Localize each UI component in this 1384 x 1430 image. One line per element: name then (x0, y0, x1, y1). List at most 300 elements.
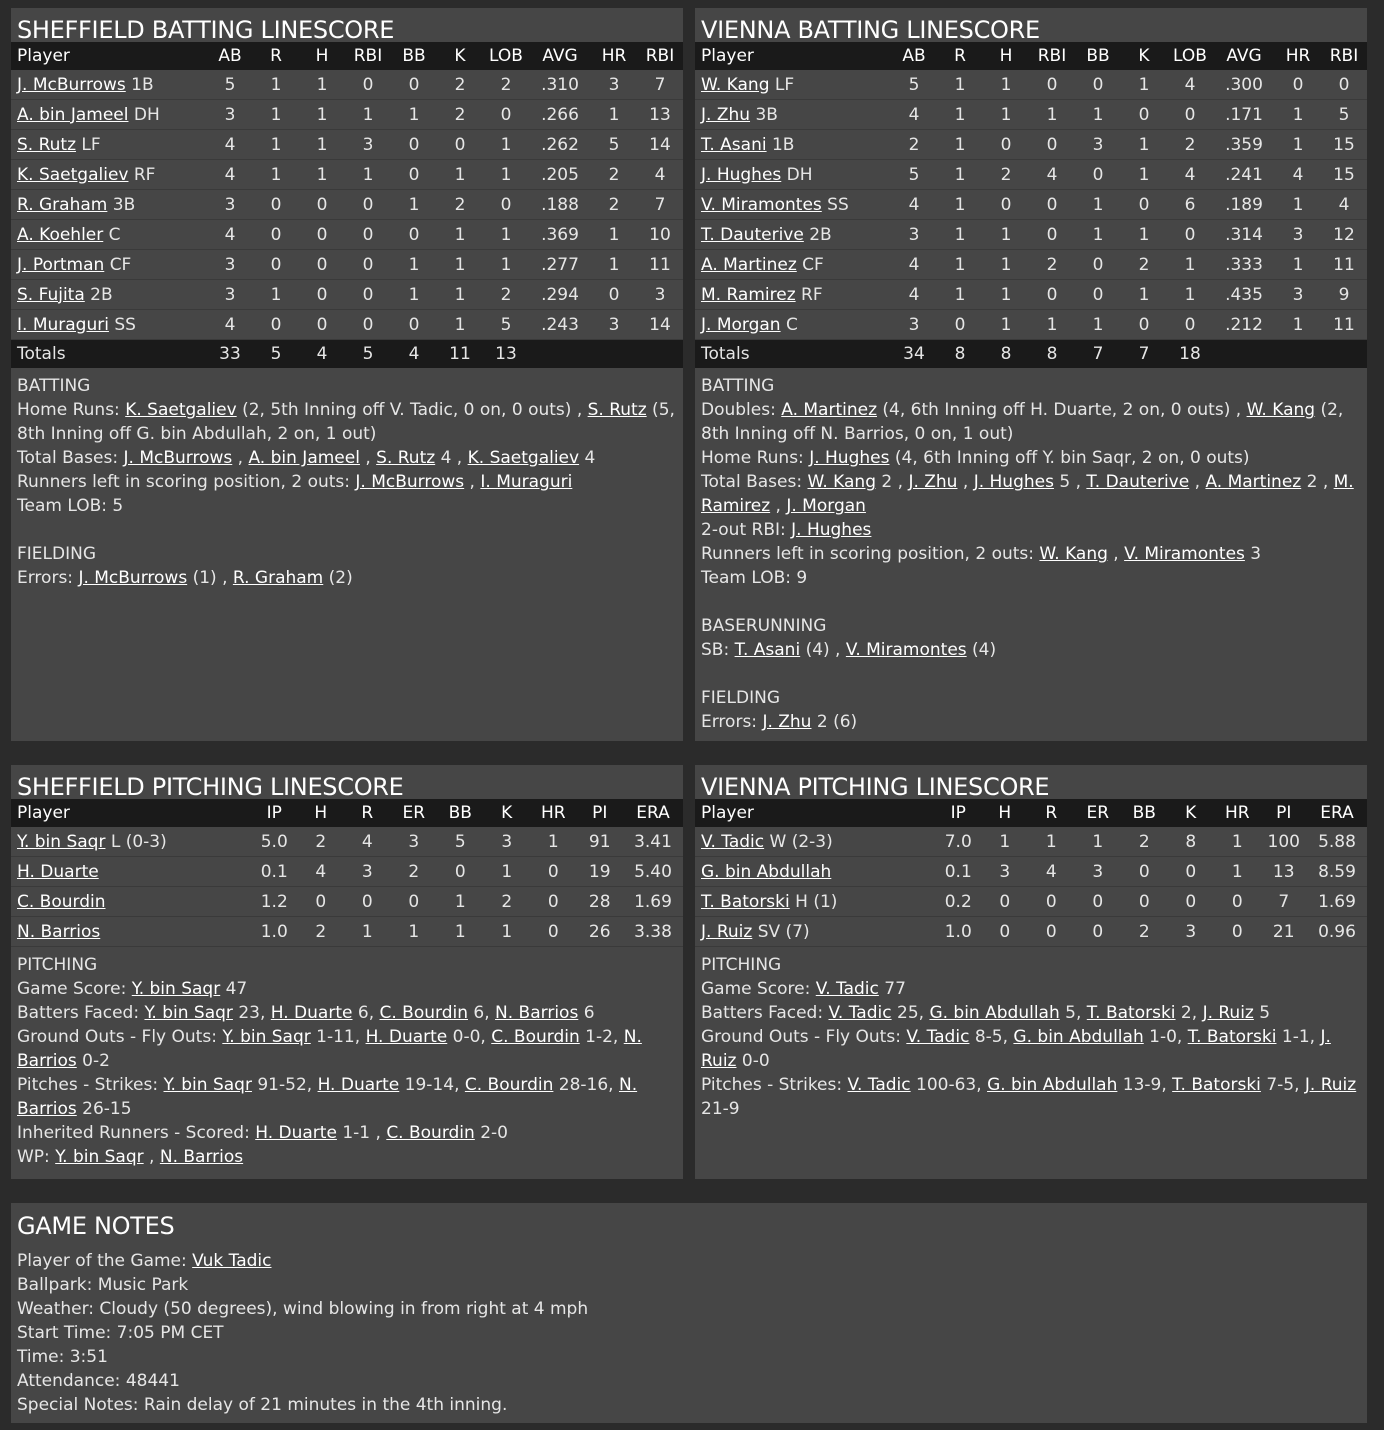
game-note-line (17, 1249, 1361, 1273)
game-note-line (17, 1321, 1361, 1345)
stat-rbi: 4 (1029, 160, 1075, 190)
player-row (695, 917, 1367, 947)
player-row (695, 220, 1367, 250)
column-header-player[interactable]: Player (701, 46, 754, 66)
player-link-v-tadic[interactable]: V. Tadic (815, 979, 879, 999)
stat-lob: 1 (1167, 250, 1213, 280)
player-link-a-koehler[interactable]: A. Koehler (17, 224, 104, 245)
player-link-s-rutz[interactable]: S. Rutz (587, 400, 647, 420)
player-cell (695, 310, 891, 340)
stat-lob: 1 (483, 250, 529, 280)
stat-k: 1 (437, 160, 483, 190)
player-cell (695, 160, 891, 190)
player-link-j-zhu[interactable]: J. Zhu (908, 472, 958, 492)
player-link-a-bin-jameel[interactable]: A. bin Jameel (17, 104, 129, 125)
stat-hr: 0 (530, 857, 577, 887)
player-link-j-mcburrows[interactable]: J. McBurrows (123, 448, 233, 468)
batting-table (11, 42, 683, 368)
stat-hr: 1 (591, 250, 637, 280)
note-text: 8-5, (969, 1027, 1014, 1047)
stat-ab: 4 (207, 160, 253, 190)
stat-ip: 0.1 (935, 857, 982, 887)
note-text: 77 (878, 979, 906, 999)
player-link-j-ruiz[interactable]: J. Ruiz (1202, 1003, 1254, 1023)
player-link-w-kang[interactable]: W. Kang (1039, 544, 1108, 564)
stat-lob: 0 (1167, 220, 1213, 250)
column-header-hr[interactable]: HR (540, 803, 566, 823)
player-link-vuk-tadic[interactable]: Vuk Tadic (192, 1251, 272, 1271)
stat-rbi: 12 (1321, 220, 1367, 250)
note-text: 13-9, (1117, 1075, 1173, 1095)
note-text: (4, 6th Inning off Y. bin Saqr, 2 on, 0 outs) (889, 448, 1250, 468)
stat-rbi: 0 (345, 310, 391, 340)
stat-r: 0 (253, 190, 299, 220)
note-text: 1-2, (579, 1027, 624, 1047)
note-text: 23, (232, 1003, 271, 1023)
player-link-y-bin-saqr[interactable]: Y. bin Saqr (222, 1027, 311, 1047)
player-position: 3B (112, 194, 136, 215)
player-link-h-duarte[interactable]: H. Duarte (17, 861, 99, 882)
note-line (701, 566, 1361, 590)
column-header-h[interactable]: H (999, 46, 1013, 66)
column-header-player[interactable]: Player (17, 46, 70, 66)
section-spacer (701, 590, 1361, 614)
stat-r: 1 (937, 100, 983, 130)
note-text: Player of the Game: (17, 1251, 193, 1271)
stat-bb: 1 (1075, 310, 1121, 340)
column-header-bb[interactable]: BB (402, 46, 426, 66)
player-row (11, 280, 683, 310)
player-link-j-morgan[interactable]: J. Morgan (786, 496, 866, 516)
total-r: 5 (253, 340, 299, 369)
stat-rbi: 0 (1029, 280, 1075, 310)
player-link-k-saetgaliev[interactable]: K. Saetgaliev (125, 400, 237, 420)
stat-k: 0 (1168, 857, 1215, 887)
stat-h: 1 (982, 827, 1029, 857)
player-row (11, 70, 683, 100)
column-header-lob[interactable]: LOB (489, 46, 523, 66)
note-line (17, 494, 677, 518)
player-cell (11, 310, 207, 340)
player-row (695, 130, 1367, 160)
column-header-ip[interactable]: IP (950, 803, 966, 823)
player-link-j-ruiz[interactable]: J. Ruiz (1304, 1075, 1357, 1095)
player-link-h-duarte[interactable]: H. Duarte (270, 1003, 353, 1023)
player-link-i-muraguri[interactable]: I. Muraguri (480, 472, 573, 492)
stat-k: 1 (437, 220, 483, 250)
stat-bb: 0 (1075, 160, 1121, 190)
player-link-n-barrios[interactable]: N. Barrios (17, 1075, 638, 1119)
column-header-rbi[interactable]: RBI (1329, 46, 1359, 66)
stat-r: 1 (937, 250, 983, 280)
stat-hr: 3 (591, 310, 637, 340)
stat-h: 1 (983, 220, 1029, 250)
stat-k: 2 (484, 887, 531, 917)
column-header-h[interactable]: H (315, 46, 329, 66)
totals-label: Totals (11, 340, 207, 369)
note-text: , (232, 448, 249, 468)
stat-h: 0 (298, 887, 345, 917)
player-row (11, 220, 683, 250)
player-link-a-martinez[interactable]: A. Martinez (781, 400, 877, 420)
player-position: C (785, 314, 798, 335)
player-link-w-kang[interactable]: W. Kang (1246, 400, 1316, 420)
player-row (11, 190, 683, 220)
column-header-k[interactable]: K (1185, 803, 1197, 823)
column-header-hr[interactable]: HR (601, 46, 627, 66)
note-text: 6, (468, 1003, 496, 1023)
stat-k: 1 (437, 280, 483, 310)
totals-label: Totals (695, 340, 891, 369)
player-row (695, 100, 1367, 130)
stat-pi: 91 (577, 827, 624, 857)
player-link-j-ruiz[interactable]: J. Ruiz (701, 921, 753, 942)
note-text: 91-52, (251, 1075, 318, 1095)
stat-rbi: 1 (1029, 100, 1075, 130)
note-line (701, 542, 1361, 566)
player-link-v-tadic[interactable]: V. Tadic (847, 1075, 911, 1095)
stat-avg: .435 (1213, 280, 1275, 310)
player-link-w-kang[interactable]: W. Kang (701, 74, 770, 95)
player-link-j-ruiz[interactable]: J. Ruiz (701, 1027, 1331, 1071)
player-link-j-hughes[interactable]: J. Hughes (791, 520, 872, 540)
stat-h: 1 (299, 70, 345, 100)
stat-h: 4 (298, 857, 345, 887)
stat-avg: .188 (529, 190, 591, 220)
stat-rbi: 0 (1029, 190, 1075, 220)
player-link-g-bin-abdullah[interactable]: G. bin Abdullah (701, 861, 832, 882)
stat-bb: 0 (1075, 250, 1121, 280)
player-link-j-mcburrows[interactable]: J. McBurrows (17, 74, 126, 95)
note-text: 6, (352, 1003, 380, 1023)
player-row (11, 250, 683, 280)
player-link-m-ramirez[interactable]: M. Ramirez (701, 284, 796, 305)
player-link-a-bin-jameel[interactable]: A. bin Jameel (248, 448, 360, 468)
total-avg (529, 340, 591, 369)
player-row (695, 250, 1367, 280)
player-cell (695, 220, 891, 250)
stat-r: 1 (253, 100, 299, 130)
note-line (701, 470, 1361, 518)
note-text: , (957, 472, 974, 492)
player-link-v-miramontes[interactable]: V. Miramontes (845, 640, 967, 660)
stat-rbi: 0 (1029, 70, 1075, 100)
column-header-hr[interactable]: HR (1224, 803, 1250, 823)
player-link-t-batorski[interactable]: T. Batorski (1187, 1027, 1277, 1047)
player-link-h-duarte[interactable]: H. Duarte (255, 1123, 337, 1143)
player-link-r-graham[interactable]: R. Graham (17, 194, 108, 215)
stat-pi: 13 (1261, 857, 1308, 887)
column-header-avg[interactable]: AVG (1226, 46, 1262, 66)
stat-hr: 0 (530, 917, 577, 947)
note-text: 47 (220, 979, 248, 999)
player-link-v-tadic[interactable]: V. Tadic (906, 1027, 970, 1047)
game-note-line (17, 1297, 1361, 1321)
stat-avg: .294 (529, 280, 591, 310)
player-link-y-bin-saqr[interactable]: Y. bin Saqr (144, 1003, 233, 1023)
note-text: Ballpark: Music Park (17, 1275, 189, 1295)
player-link-n-barrios[interactable]: N. Barrios (159, 1147, 244, 1167)
note-text: 5 , (1053, 472, 1087, 492)
stat-er: 0 (391, 887, 438, 917)
player-link-v-tadic[interactable]: V. Tadic (701, 831, 765, 852)
player-link-a-martinez[interactable]: A. Martinez (701, 254, 797, 275)
player-link-v-miramontes[interactable]: V. Miramontes (1124, 544, 1245, 564)
column-header-hr[interactable]: HR (1285, 46, 1311, 66)
total-k: 11 (437, 340, 483, 369)
total-r: 8 (937, 340, 983, 369)
stat-rbi: 10 (637, 220, 683, 250)
player-link-h-duarte[interactable]: H. Duarte (365, 1027, 448, 1047)
note-text: 2 , (1301, 472, 1334, 492)
stat-er: 2 (391, 857, 438, 887)
column-header-ab[interactable]: AB (902, 46, 926, 66)
player-link-h-duarte[interactable]: H. Duarte (317, 1075, 400, 1095)
stat-r: 1 (253, 130, 299, 160)
player-link-k-saetgaliev[interactable]: K. Saetgaliev (17, 164, 129, 185)
note-text: Ground Outs - Fly Outs: (701, 1027, 907, 1047)
player-link-v-miramontes[interactable]: V. Miramontes (701, 194, 822, 215)
column-header-era[interactable]: ERA (1320, 803, 1354, 823)
stat-hr: 1 (530, 827, 577, 857)
player-link-s-rutz[interactable]: S. Rutz (17, 134, 77, 155)
stat-avg: .189 (1213, 190, 1275, 220)
column-header-h[interactable]: H (998, 803, 1012, 823)
stat-avg: .243 (529, 310, 591, 340)
column-header-r[interactable]: R (1045, 803, 1058, 823)
note-text: 2 (6) (811, 712, 858, 732)
column-header-pi[interactable]: PI (592, 803, 608, 823)
player-position: 1B (771, 134, 795, 155)
note-line (17, 566, 677, 590)
totals-row (695, 340, 1367, 369)
player-link-j-hughes[interactable]: J. Hughes (809, 448, 890, 468)
player-row (11, 887, 683, 917)
totals-row (11, 340, 683, 369)
player-link-c-bourdin[interactable]: C. Bourdin (379, 1003, 468, 1023)
stat-k: 2 (437, 100, 483, 130)
stat-era: 0.96 (1307, 917, 1367, 947)
section-heading-baserunning: BASERUNNING (701, 616, 827, 636)
stat-avg: .314 (1213, 220, 1275, 250)
stat-h: 0 (983, 190, 1029, 220)
stat-era: 1.69 (1307, 887, 1367, 917)
column-header-avg[interactable]: AVG (542, 46, 578, 66)
column-header-r[interactable]: R (954, 46, 966, 66)
player-link-t-dauterive[interactable]: T. Dauterive (701, 224, 804, 245)
player-row (11, 827, 683, 857)
player-link-g-bin-abdullah[interactable]: G. bin Abdullah (1013, 1027, 1144, 1047)
column-header-ip[interactable]: IP (266, 803, 282, 823)
vienna-pitching-panel (695, 765, 1367, 1179)
column-header-er[interactable]: ER (402, 803, 426, 823)
player-cell (695, 887, 935, 917)
column-header-k[interactable]: K (1138, 46, 1150, 66)
player-link-j-hughes[interactable]: J. Hughes (701, 164, 782, 185)
stat-h: 0 (983, 130, 1029, 160)
player-cell (11, 250, 207, 280)
column-header-er[interactable]: ER (1086, 803, 1110, 823)
panel-title: VIENNA BATTING LINESCORE (701, 16, 1040, 44)
stat-rbi: 13 (637, 100, 683, 130)
column-header-player[interactable]: Player (701, 803, 754, 823)
player-position: W (2-3) (769, 831, 833, 852)
player-row (11, 130, 683, 160)
stat-hr: 2 (591, 190, 637, 220)
column-header-r[interactable]: R (270, 46, 282, 66)
column-header-player[interactable]: Player (17, 803, 70, 823)
player-link-k-saetgaliev[interactable]: K. Saetgaliev (467, 448, 580, 468)
column-header-k[interactable]: K (454, 46, 466, 66)
player-link-y-bin-saqr[interactable]: Y. bin Saqr (55, 1147, 144, 1167)
stat-ab: 3 (891, 310, 937, 340)
player-link-m-ramirez[interactable]: M. Ramirez (701, 472, 1354, 516)
stat-bb: 1 (391, 100, 437, 130)
stat-er: 0 (1075, 887, 1122, 917)
player-link-j-mcburrows[interactable]: J. McBurrows (355, 472, 465, 492)
stat-k: 2 (437, 70, 483, 100)
stat-ab: 4 (891, 100, 937, 130)
player-link-c-bourdin[interactable]: C. Bourdin (464, 1075, 554, 1095)
note-text: , (1189, 472, 1206, 492)
total-bb: 4 (391, 340, 437, 369)
stat-hr: 1 (1275, 130, 1321, 160)
player-link-n-barrios[interactable]: N. Barrios (17, 1027, 642, 1071)
stat-r: 1 (937, 130, 983, 160)
game-note-line (17, 1393, 1361, 1417)
stat-r: 1 (253, 70, 299, 100)
stat-r: 1 (253, 160, 299, 190)
player-link-j-zhu[interactable]: J. Zhu (762, 712, 812, 732)
note-text: Special Notes: Rain delay of 21 minutes in the 4th inning. (17, 1395, 508, 1415)
stat-lob: 0 (1167, 310, 1213, 340)
note-text: (2) (323, 568, 353, 588)
column-header-h[interactable]: H (314, 803, 328, 823)
player-link-t-dauterive[interactable]: T. Dauterive (1086, 472, 1190, 492)
player-link-j-portman[interactable]: J. Portman (17, 254, 105, 275)
note-text: Team LOB: 9 (701, 568, 808, 588)
note-text: 7-5, (1260, 1075, 1305, 1095)
player-link-g-bin-abdullah[interactable]: G. bin Abdullah (987, 1075, 1118, 1095)
player-position: CF (109, 254, 132, 275)
note-text: Pitches - Strikes: (17, 1075, 164, 1095)
stat-hr: 0 (1275, 70, 1321, 100)
stat-er: 3 (1075, 857, 1122, 887)
stat-k: 2 (437, 190, 483, 220)
player-position: L (0-3) (110, 831, 167, 852)
player-link-y-bin-saqr[interactable]: Y. bin Saqr (131, 979, 221, 999)
pitching-table (695, 799, 1367, 947)
stat-era: 5.88 (1307, 827, 1367, 857)
note-text: 3 (1244, 544, 1262, 564)
column-header-rbi[interactable]: RBI (645, 46, 675, 66)
player-link-w-kang[interactable]: W. Kang (807, 472, 876, 492)
column-header-bb[interactable]: BB (448, 803, 472, 823)
stat-hr: 1 (1275, 310, 1321, 340)
sheffield-batting-panel (11, 8, 683, 741)
note-line (701, 518, 1361, 542)
column-header-pi[interactable]: PI (1276, 803, 1292, 823)
player-link-c-bourdin[interactable]: C. Bourdin (386, 1123, 475, 1143)
note-text: 100-63, (910, 1075, 988, 1095)
player-link-n-barrios[interactable]: N. Barrios (17, 921, 101, 942)
note-text: (2, 8th Inning off N. Barrios, 0 on, 1 out) (701, 400, 1344, 444)
stat-r: 0 (1028, 887, 1075, 917)
stat-hr: 1 (1275, 250, 1321, 280)
total-rbi (637, 340, 683, 369)
section-heading-batting: BATTING (701, 376, 775, 396)
player-link-j-zhu[interactable]: J. Zhu (701, 104, 751, 125)
stat-h: 1 (983, 70, 1029, 100)
stat-rbi: 15 (1321, 160, 1367, 190)
section-heading-pitching: PITCHING (701, 955, 782, 975)
total-lob: 13 (483, 340, 529, 369)
player-link-y-bin-saqr[interactable]: Y. bin Saqr (163, 1075, 252, 1095)
stat-rbi: 1 (345, 100, 391, 130)
player-link-i-muraguri[interactable]: I. Muraguri (17, 314, 109, 335)
column-header-bb[interactable]: BB (1132, 803, 1156, 823)
note-line (17, 1121, 677, 1145)
player-link-t-batorski[interactable]: T. Batorski (701, 891, 790, 912)
player-link-g-bin-abdullah[interactable]: G. bin Abdullah (929, 1003, 1060, 1023)
player-link-c-bourdin[interactable]: C. Bourdin (17, 891, 106, 912)
player-cell (695, 130, 891, 160)
player-position: SS (827, 194, 849, 215)
column-header-lob[interactable]: LOB (1173, 46, 1207, 66)
player-link-j-morgan[interactable]: J. Morgan (701, 314, 781, 335)
column-header-k[interactable]: K (501, 803, 513, 823)
player-row (11, 917, 683, 947)
player-link-n-barrios[interactable]: N. Barrios (495, 1003, 579, 1023)
player-link-t-batorski[interactable]: T. Batorski (1172, 1075, 1261, 1095)
player-link-y-bin-saqr[interactable]: Y. bin Saqr (17, 831, 106, 852)
vienna-batting-panel (695, 8, 1367, 741)
player-link-t-asani[interactable]: T. Asani (701, 134, 767, 155)
stat-avg: .241 (1213, 160, 1275, 190)
player-link-a-martinez[interactable]: A. Martinez (1205, 472, 1302, 492)
stat-lob: 0 (483, 190, 529, 220)
column-header-r[interactable]: R (361, 803, 374, 823)
column-header-bb[interactable]: BB (1086, 46, 1110, 66)
stat-h: 0 (299, 190, 345, 220)
stat-k: 0 (1121, 100, 1167, 130)
stat-r: 4 (1028, 857, 1075, 887)
stat-rbi: 7 (637, 70, 683, 100)
player-link-c-bourdin[interactable]: C. Bourdin (491, 1027, 580, 1047)
stat-avg: .359 (1213, 130, 1275, 160)
player-link-j-mcburrows[interactable]: J. McBurrows (78, 568, 188, 588)
stat-ab: 5 (891, 70, 937, 100)
stat-lob: 4 (1167, 160, 1213, 190)
stat-k: 1 (1121, 160, 1167, 190)
player-link-r-graham[interactable]: R. Graham (232, 568, 324, 588)
player-link-s-fujita[interactable]: S. Fujita (17, 284, 85, 305)
column-header-rbi[interactable]: RBI (1037, 46, 1067, 66)
stat-k: 2 (1121, 250, 1167, 280)
player-link-s-rutz[interactable]: S. Rutz (376, 448, 436, 468)
player-link-t-batorski[interactable]: T. Batorski (1086, 1003, 1176, 1023)
column-header-era[interactable]: ERA (636, 803, 670, 823)
player-position: SS (114, 314, 136, 335)
player-link-v-tadic[interactable]: V. Tadic (828, 1003, 892, 1023)
column-header-ab[interactable]: AB (218, 46, 242, 66)
player-link-j-hughes[interactable]: J. Hughes (973, 472, 1054, 492)
note-line (17, 1145, 677, 1169)
stat-rbi: 5 (1321, 100, 1367, 130)
player-link-t-asani[interactable]: T. Asani (734, 640, 801, 660)
column-header-rbi[interactable]: RBI (353, 46, 383, 66)
stat-lob: 0 (1167, 100, 1213, 130)
